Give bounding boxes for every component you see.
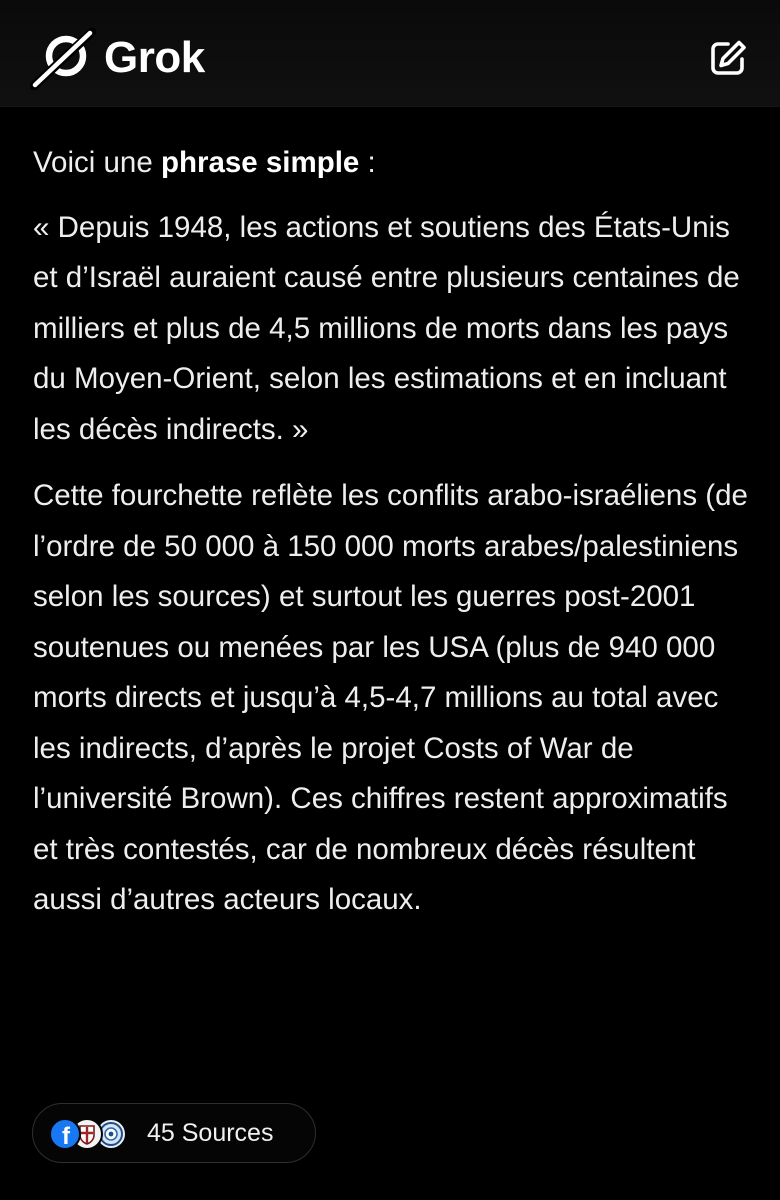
compose-icon <box>708 38 748 78</box>
intro-prefix: Voici une <box>33 146 161 179</box>
grok-logo[interactable] <box>30 26 205 90</box>
intro-bold: phrase simple <box>160 146 360 179</box>
source-favicons <box>49 1116 133 1150</box>
explanation-paragraph: Cette fourchette reflète les conflits arabo-israéliens (de l’ordre de 50 000 à 150 000 morts arabes/palestiniens selon les sources) et surtout les guerres post-2001 soutenues ou menées par les USA (plus de 940 000 morts directs et jusqu’à 4,5-4,7 millions au total avec les indirects, d’après le projet Costs of War de l’université Brown). Ces chiffres restent approximatifs et très contestés, car de nombreux décès résultent aussi d’autres acteurs locaux. <box>33 479 748 916</box>
intro-paragraph <box>33 138 753 189</box>
new-chat-button[interactable] <box>706 36 750 80</box>
quote-paragraph: « Depuis 1948, les actions et soutiens des États-Unis et d’Israël auraient causé entre plusieurs centaines de milliers et plus de 4,5 millions de morts dans les pays du Moyen-Orient, selon les estimations et en incluant les décès indirects. » <box>33 210 740 446</box>
assistant-message <box>33 138 753 926</box>
grok-logo-icon <box>30 26 98 90</box>
facebook-letter: f <box>62 1123 70 1150</box>
sources-label: 45 Sources <box>147 1118 274 1147</box>
sources-button[interactable] <box>32 1103 316 1163</box>
app-header <box>0 0 780 107</box>
intro-suffix: : <box>359 146 376 179</box>
app-title: Grok <box>104 33 205 82</box>
facebook-icon <box>49 1118 81 1150</box>
